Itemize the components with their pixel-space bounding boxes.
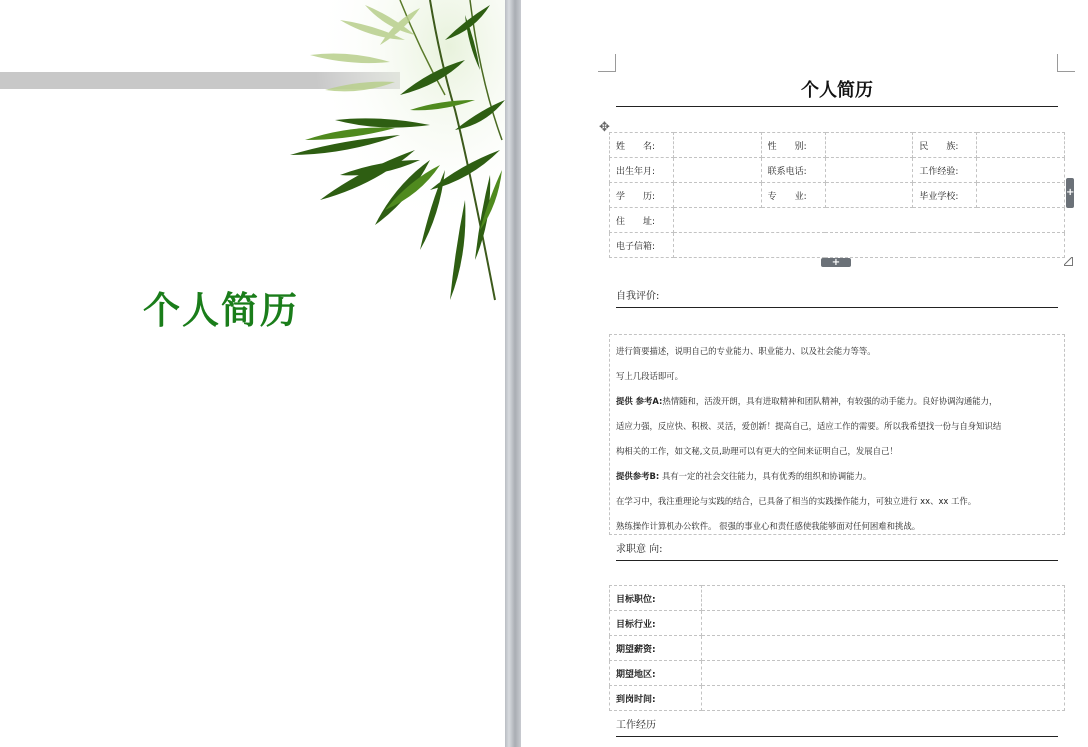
- table-row: [610, 183, 1065, 208]
- intent-field-value-cell[interactable]: [702, 661, 1065, 686]
- intent-field-value-cell[interactable]: [702, 611, 1065, 636]
- table-row: [610, 208, 1065, 233]
- self-eval-line: [616, 389, 1058, 414]
- self-eval-line: 适应力强，反应快、积极、灵活，爱创新！提高自己，适应工作的需要。所以我希望找一份与自身知识结: [616, 421, 1002, 431]
- basic-info-table[interactable]: [609, 132, 1065, 258]
- section-rule: [616, 736, 1058, 737]
- info-field-label: 性 别:: [761, 133, 825, 158]
- info-field-value-cell[interactable]: [825, 158, 913, 183]
- reference-a-text: 热情随和，活泼开朗，具有进取精神和团队精神，有较强的动手能力。良好协调沟通能力，: [662, 396, 998, 406]
- move-icon[interactable]: ✥: [599, 120, 610, 135]
- intent-field-value-cell[interactable]: [702, 586, 1065, 611]
- info-field-label: 姓 名:: [610, 133, 674, 158]
- intent-field-label: 到岗时间:: [610, 686, 702, 711]
- info-field-value-cell[interactable]: [977, 183, 1065, 208]
- self-eval-heading: 自我评价:: [616, 291, 660, 302]
- document-page[interactable]: [521, 0, 1088, 747]
- info-field-value-cell[interactable]: [674, 158, 762, 183]
- self-eval-line: 写上几段话即可。: [616, 371, 683, 381]
- cover-title: 个人简历: [143, 289, 299, 332]
- intent-field-label: 目标职位:: [610, 586, 702, 611]
- reference-b-label: 提供参考B:: [616, 471, 660, 481]
- job-intent-table[interactable]: [609, 585, 1065, 711]
- info-field-value-cell[interactable]: [825, 133, 913, 158]
- address-label: 住 址:: [610, 208, 674, 233]
- table-row: [610, 233, 1065, 258]
- self-eval-line: 构相关的工作，如文秘,文员,助理可以有更大的空间来证明自己，发展自己！: [616, 446, 898, 456]
- info-field-label: 出生年月:: [610, 158, 674, 183]
- margin-corner-top-left: [598, 54, 616, 72]
- page-separator: [505, 0, 521, 747]
- reference-b-text: 具有一定的社会交往能力，具有优秀的组织和协调能力。: [661, 471, 872, 481]
- add-row-button[interactable]: [821, 258, 851, 267]
- margin-corner-top-right: [1057, 54, 1075, 72]
- self-eval-line: 在学习中，我注重理论与实践的结合，已具备了相当的实践操作能力，可独立进行 xx、xx 工作。: [616, 496, 977, 506]
- intent-field-label: 期望薪资:: [610, 636, 702, 661]
- info-field-value-cell[interactable]: [674, 133, 762, 158]
- table-row: [610, 586, 1065, 611]
- table-row: [610, 133, 1065, 158]
- email-label: 电子信箱:: [610, 233, 674, 258]
- section-rule: [616, 307, 1058, 308]
- self-eval-box[interactable]: [609, 334, 1065, 535]
- add-column-button[interactable]: [1066, 178, 1074, 208]
- info-field-value-cell[interactable]: [977, 133, 1065, 158]
- section-rule: [616, 560, 1058, 561]
- info-field-label: 工作经验:: [913, 158, 977, 183]
- info-field-label: 专 业:: [761, 183, 825, 208]
- title-underline: [616, 106, 1058, 107]
- info-field-label: 毕业学校:: [913, 183, 977, 208]
- info-field-label: 联系电话:: [761, 158, 825, 183]
- info-field-value-cell[interactable]: [674, 183, 762, 208]
- plus-icon: +: [1066, 187, 1075, 198]
- info-field-label: 民 族:: [913, 133, 977, 158]
- address-value-cell[interactable]: [674, 208, 1065, 233]
- intent-field-value-cell[interactable]: [702, 636, 1065, 661]
- self-eval-line: 进行简要描述，说明自己的专业能力、职业能力、以及社会能力等等。: [616, 346, 876, 356]
- table-row: [610, 611, 1065, 636]
- intent-field-label: 目标行业:: [610, 611, 702, 636]
- self-eval-line: [616, 464, 1058, 489]
- table-row: [610, 636, 1065, 661]
- info-field-label: 学 历:: [610, 183, 674, 208]
- work-experience-heading: 工作经历: [616, 720, 656, 731]
- plus-icon: +: [831, 257, 841, 268]
- self-eval-line: 熟练操作计算机办公软件。 很强的事业心和责任感使我能够面对任何困难和挑战。: [616, 521, 921, 531]
- email-value-cell[interactable]: [674, 233, 1065, 258]
- reference-a-label: 提供 参考A:: [616, 396, 663, 406]
- job-intent-heading: 求职意 向:: [616, 544, 663, 555]
- info-field-value-cell[interactable]: [825, 183, 913, 208]
- info-field-value-cell[interactable]: [977, 158, 1065, 183]
- intent-field-value-cell[interactable]: [702, 686, 1065, 711]
- document-title[interactable]: 个人简历: [801, 80, 873, 101]
- intent-field-label: 期望地区:: [610, 661, 702, 686]
- table-resize-handle[interactable]: [1064, 257, 1073, 266]
- cover-page: [0, 0, 505, 747]
- table-row: [610, 158, 1065, 183]
- bamboo-leaves-image: [280, 0, 505, 310]
- table-row: [610, 661, 1065, 686]
- table-row: [610, 686, 1065, 711]
